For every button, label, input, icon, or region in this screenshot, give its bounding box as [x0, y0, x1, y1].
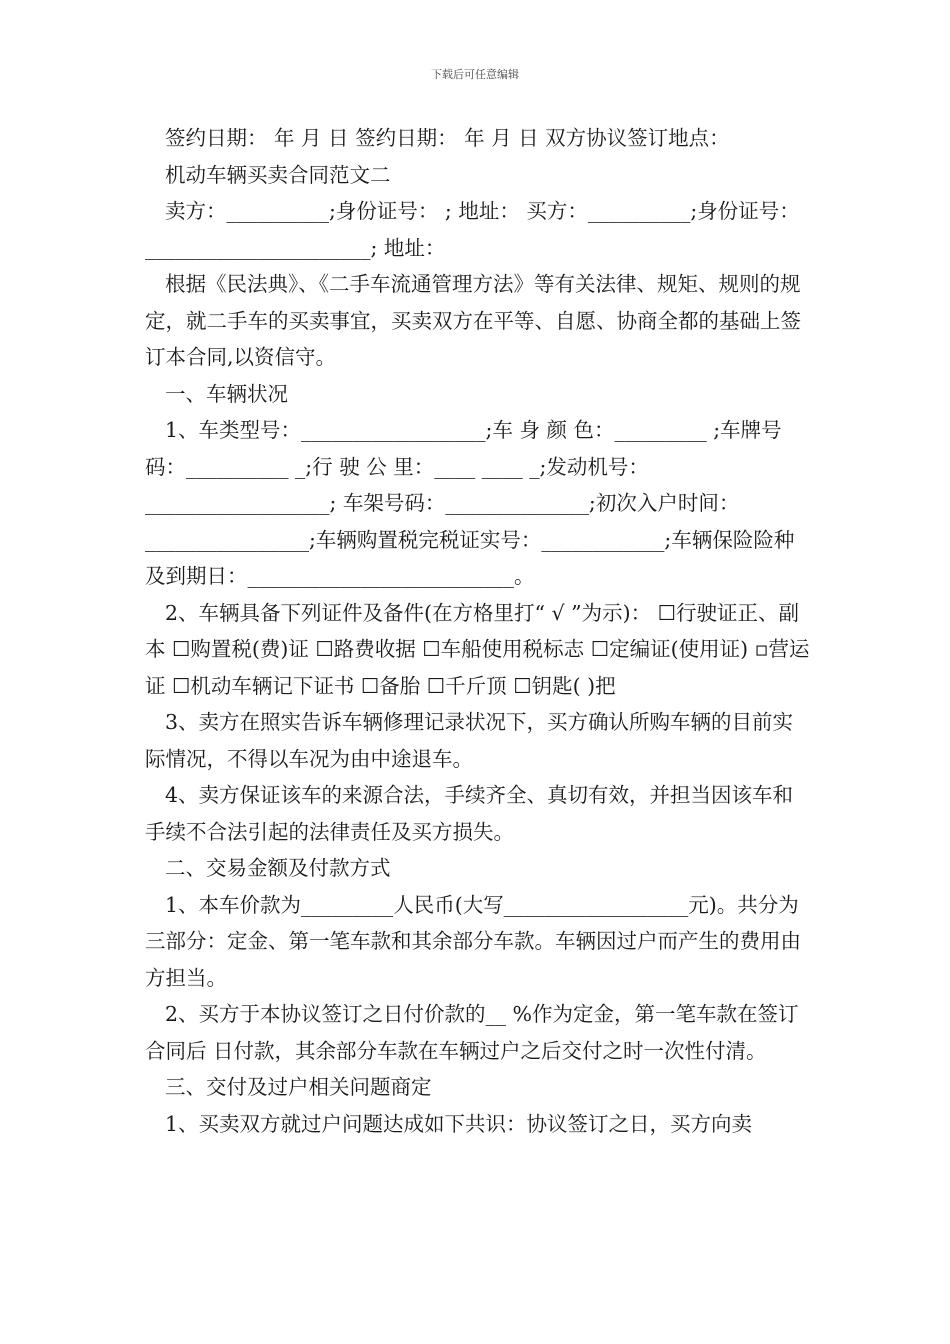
paragraph: 3、卖方在照实告诉车辆修理记录状况下，买方确认所购车辆的目前实际情况，不得以车况为由中途退车。 — [145, 710, 794, 771]
section-heading: 二、交易金额及付款方式 — [165, 856, 391, 880]
paragraph: 签约日期： 年 月 日 签约日期： 年 月 日 双方协议签订地点： — [165, 126, 730, 150]
paragraph: 1、本车价款为_________人民币(大写__________________元)。共分为三部分：定金、第一笔车款和其余部分车款。车辆因过户而产生的费用由 方担当。 — [145, 892, 801, 990]
section-heading: 三、交付及过户相关问题商定 — [165, 1075, 432, 1099]
paragraph: 2、买方于本协议签订之日付价款的__ %作为定金，第一笔车款在签订合同后 日付款，其余部分车款在车辆过户之后交付之时一次性付清。 — [145, 1002, 799, 1063]
section-heading: 一、车辆状况 — [165, 381, 288, 406]
paragraph: 机动车辆买卖合同范文二 — [165, 162, 391, 187]
paragraph: 4、卖方保证该车的来源合法，手续齐全、真切有效，并担当因该车和手续不合法引起的法律责任及买方损失。 — [145, 783, 794, 844]
paragraph: 1、买卖双方就过户问题达成如下共识：协议签订之日，买方向卖 — [165, 1111, 753, 1136]
paragraph: 2、车辆具备下列证件及备件(在方格里打“ √ ”为示)： ☐行驶证正、副本 ☐购置税(费)证 ☐路费收据 ☐车船使用税标志 ☐定编证(使用证) ▫营运证 ☐机动车辆记下证书 ☐备胎 ☐千斤顶 ☐钥匙( )把 — [145, 600, 810, 698]
page-header: 下载后可任意编辑 — [431, 68, 519, 81]
paragraph: 1、车类型号：__________________;车 身 颜 色：_________ ;车牌号码：__________ _;行 驶 公 里：____ ____ _;发动机号：__________________; 车架号码：______________;初次入户时间：________________;车辆购置税完税证实号：____________;车辆保险险种及到期日：__________________________。 — [145, 418, 795, 588]
paragraph: 卖方：__________;身份证号： ; 地址： 买方：__________;身份证号：______________________; 地址： — [145, 199, 800, 260]
paragraph: 根据《民法典》、《二手车流通管理方法》等有关法律、规矩、规则的规定，就二手车的买卖事宜，买卖双方在平等、自愿、协商全都的基础上签订本合同,以资信守。 — [145, 272, 801, 369]
document-body — [145, 120, 810, 1142]
